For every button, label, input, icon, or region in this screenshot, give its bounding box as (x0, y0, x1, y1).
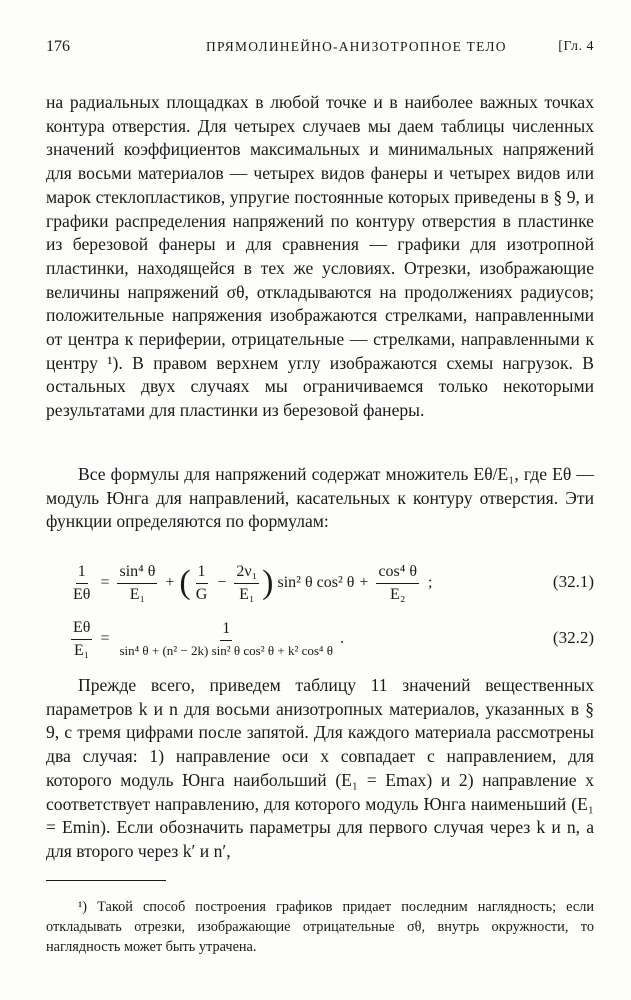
eq2-lhs-den: E₁ (74, 641, 90, 659)
eq1-lhs-num: 1 (76, 563, 88, 584)
eq1-term2b (234, 563, 259, 604)
equation-32-1-body (68, 558, 432, 608)
chapter-label: [Гл. 4 (558, 39, 594, 54)
eq1-term1-den: E₁ (129, 585, 146, 603)
eq1-term1 (117, 563, 157, 604)
eq1-term2-tail: sin² θ cos² θ (277, 574, 355, 591)
eq1-lhs (71, 563, 92, 604)
eq1-term3-num: cos⁴ θ (376, 563, 419, 584)
paragraph-3-block (46, 674, 594, 864)
eq1-term2a (194, 563, 210, 604)
paragraph-1-block (46, 91, 594, 423)
eq1-lhs-den: Eθ (73, 585, 91, 603)
page-number: 176 (46, 38, 70, 55)
eq2-rhs (117, 620, 334, 659)
paragraph-3: Прежде всего, приведем таблицу 11 значений вещественных параметров k и n для восьми анизотропных материалов, указанных в § 9, с тремя цифрами после запятой. Для каждого материала рассмотрены два случая: 1) направление оси x совпадает с направлением, для которого модуль Юнга наибольший (E₁ = Emax) и 2) направление x соответствует направлению, для которого модуль Юнга наименьший (E₁ = Emin). Если обозначить параметры для первого случая через k и n, а для второго через k′ и n′, (46, 675, 594, 861)
footnote: ¹) Такой способ построения графиков придает последним наглядность; если откладывать отрезки, изображающие отрицательные σθ, внутрь окружности, то наглядность может быть утрачена. (46, 899, 594, 955)
equation-32-2 (46, 614, 594, 664)
eq1-term3-den: E₂ (390, 585, 406, 603)
eq1-term1-num: sin⁴ θ (117, 563, 157, 584)
paragraph-2-block (46, 463, 594, 534)
equation-32-1 (46, 558, 594, 608)
minus-sign: − (217, 574, 227, 591)
footnote-divider (46, 880, 166, 881)
eq2-lhs-num: Eθ (71, 619, 92, 640)
eq1-term2b-den: E₁ (239, 585, 255, 603)
semicolon: ; (428, 574, 433, 591)
equation-number-32-1: (32.1) (552, 572, 594, 591)
equals-sign: = (100, 574, 110, 591)
equals-sign: = (100, 630, 110, 647)
running-title: ПРЯМОЛИНЕЙНО-АНИЗОТРОПНОЕ ТЕЛО (206, 39, 507, 54)
paragraph-1: на радиальных площадках в любой точке и в наиболее важных точках контура отверстия. Для четырех случаев мы даем таблицы численных значений коэффициентов максимальных и минимальных напряжений для восьми материалов — четырех видов фанеры и четырех видов или марок стеклопластиков, упругие постоянные которых приведены в § 9, и графики распределения напряжений по контуру отверстия в пластинке из березовой фанеры и для сравнения — графики для изотропной пластинки, находящейся в тех же условиях. Отрезки, изображающие величины напряжений σθ, откладываются на продолжениях радиусов; положительные напряжения изображаются стрелками, направленными от центра к периферии, отрицательные — стрелками, направленными к центру ¹). В правом верхнем углу изображаются схемы нагрузок. В остальных двух случаях мы ограничиваемся только некоторыми результатами для пластинки из березовой фанеры. (46, 92, 594, 421)
eq2-lhs (71, 619, 92, 660)
eq1-term3 (376, 563, 419, 604)
eq1-term2b-num: 2ν₁ (234, 563, 259, 584)
eq2-rhs-den: sin⁴ θ + (n² − 2k) sin² θ cos² θ + k² cos⁴ θ (119, 642, 333, 658)
left-paren: ( (179, 564, 191, 601)
plus-sign: + (359, 574, 369, 591)
equation-number-32-2: (32.2) (552, 628, 594, 647)
running-header (46, 38, 594, 60)
right-paren: ) (262, 564, 274, 601)
paragraph-2: Все формулы для напряжений содержат множитель Eθ/E₁, где Eθ — модуль Юнга для направлений, касательных к контуру отверстия. Эти функции определяются по формулам: (46, 464, 594, 532)
equation-32-2-body (68, 614, 344, 664)
eq2-rhs-num: 1 (220, 620, 232, 641)
eq1-term2a-den: G (195, 585, 208, 603)
eq1-term2a-num: 1 (196, 563, 208, 584)
plus-sign: + (165, 574, 175, 591)
period: . (339, 630, 344, 647)
